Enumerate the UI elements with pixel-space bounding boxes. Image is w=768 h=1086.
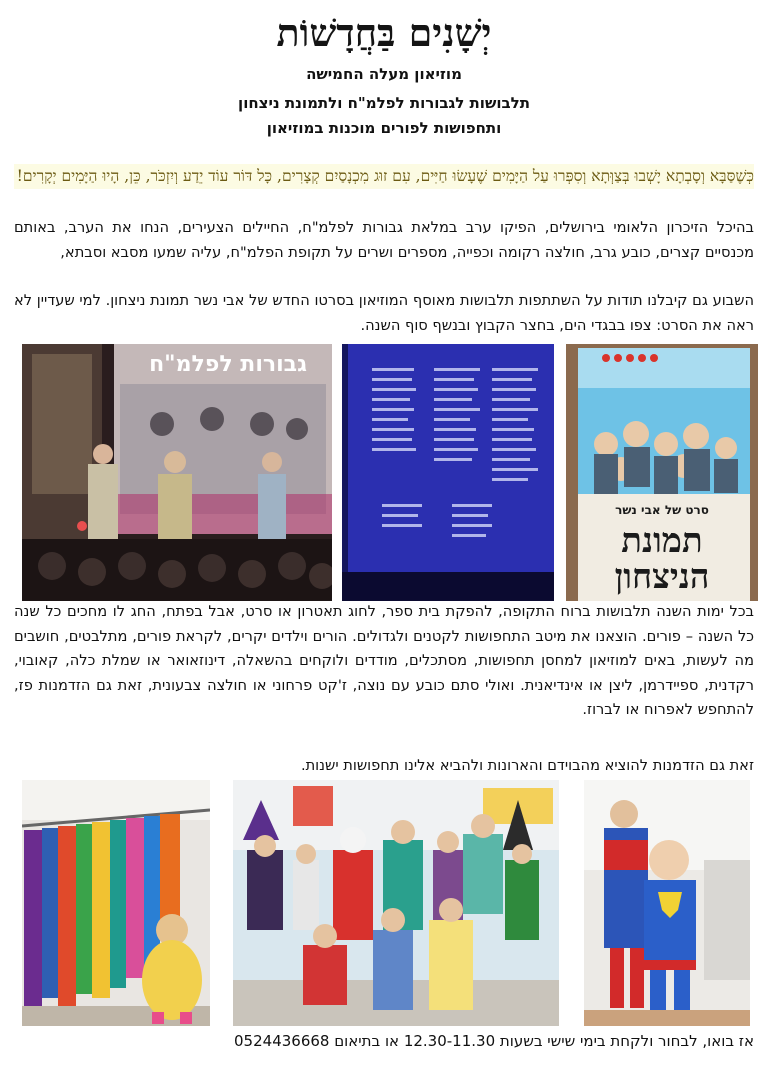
headline-costumes: תלבושות לגבורות לפלמ"ח ולתמונת ניצחון xyxy=(238,94,530,112)
performance-scene-image xyxy=(22,344,332,601)
museum-name: מוזיאון מעלה החמישה xyxy=(306,65,462,83)
photo-costume-rack xyxy=(22,780,210,1026)
credits-screen-image xyxy=(342,344,554,601)
headline-purim: ותחפושות לפורים מוכנות במוזיאון xyxy=(266,119,502,137)
poster-film-title xyxy=(566,523,758,595)
photo-film-credits xyxy=(342,344,554,601)
superman-child-image xyxy=(584,780,750,1026)
paragraph-donations: זאת גם הזדמנות להוציא מהבוידם והארונות ולהביא אלינו תחפושות ישנות. xyxy=(300,757,754,774)
costume-rack-image xyxy=(22,780,210,1026)
photo-movie-poster xyxy=(566,344,758,601)
song-quote: כְּשֶׁסַּבָּא וְסָבְתָא יָשְׁבוּ בְּצַוְּתָא וְסִפְּרוּ עַל הַיָּמִים שֶׁעָשׂוּ חַיִּים, עִם זוּג מִכְנָסַיִם קְצָרִים, כָּל דּוֹר עוֹד יֵדַע וְיִזְכֹּר, כֵּן, הָיוּ הַיָּמִים יְקָרִים! xyxy=(14,164,754,189)
footer-opening-hours: אז בואו, לבחור ולקחת בימי שישי בשעות 12.30-11.30 או בתיאום 0524436668 xyxy=(234,1032,754,1050)
paragraph-palmach-event: בהיכל הזיכרון הלאומי בירושלים, הפיקו ערב במלאת גבורות לפלמ"ח, החיילים הצעירים, הנחו את הערב, באותם מכנסיים קצרים, כובע גרב, חולצה רקומה וכפייה, מספרים ושרים על תקופת הפלמ"ח, עליה שמעו מסבא וסבתא, xyxy=(14,219,754,261)
paragraph-film-thanks: השבוע גם קיבלנו תודות על השתתפות תלבושות מאוסף המוזיאון בסרטו החדש של אבי נשר תמונת ניצחון. למי שעדיין לא ראה את הסרט: צפו בבגדי הים, בחצר הקבוץ ובנשף סוף השנה. xyxy=(14,292,754,334)
poster-title-line-1: תמונת xyxy=(621,521,703,561)
children-group-image xyxy=(233,780,559,1026)
photo-palmach-performance xyxy=(22,344,332,601)
paragraph-purim-costumes: בכל ימות השנה תלבושות ברוח התקופה, להפקת בית ספר, לחוג תאטרון או סרט, אבל בפתח, החג לו מחכים כל שנה כל השנה – פורים. הוצאנו את מיטב התחפושות לקטנים ולגדולים. הורים וילדים יקרים, לקראת פורים, מתלבטים, חושבים מה לעשות, באים למוזיאון למחסן תחפושות, מסתכלים, מודדים ולוקחים בהשאלה, דינוזאואר או שמלת כלה, קאובוי, רקדנית, ספיידרמן, ליצן או אינדיאנית. ואולי סתם כובע עם נוצה, ז'קט פרחוני או חולצה צבעונית, זאת גם הזדמנות פז, להתחפש לאפרוח או לברוז. xyxy=(14,603,754,718)
performance-banner-text: גבורות לפלמ"ח xyxy=(149,352,307,377)
poster-director-credit: סרט של אבי נשר xyxy=(615,503,709,517)
photo-costumed-children xyxy=(233,780,559,1026)
photo-superman-child xyxy=(584,780,750,1026)
poster-title-line-2: הניצחון xyxy=(614,557,710,597)
page-title: יְשָׁנִים בַּחֲדָשׁוֹת xyxy=(276,10,492,55)
